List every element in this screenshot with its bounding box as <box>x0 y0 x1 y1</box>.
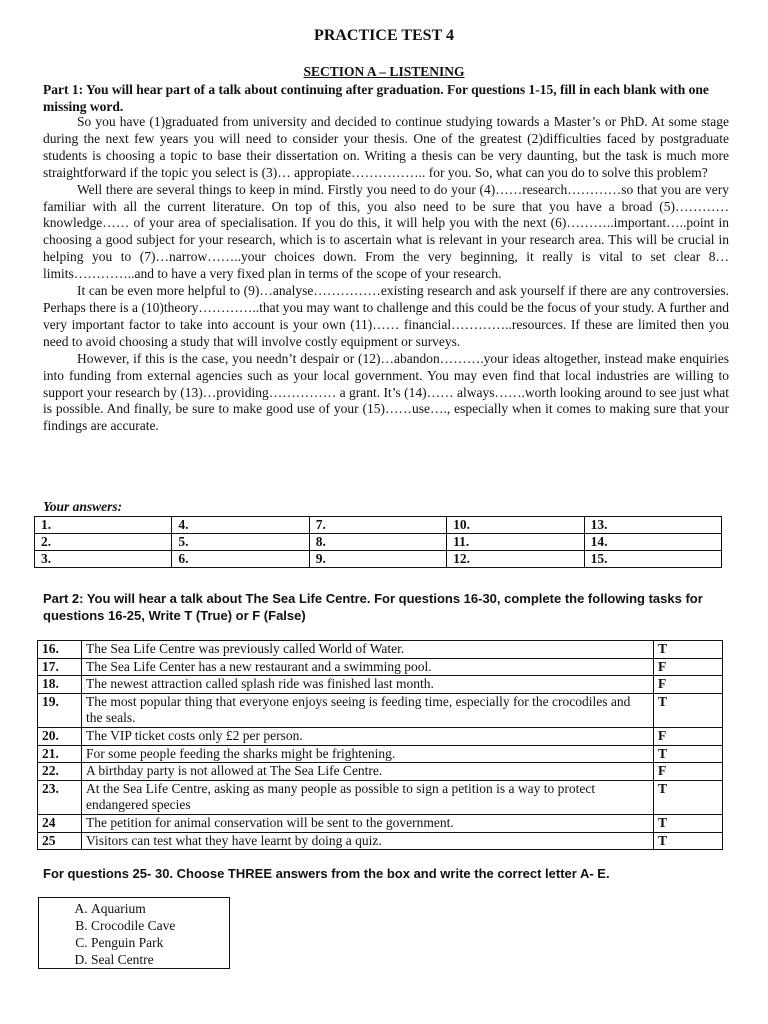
passage-paragraph: However, if this is the case, you needn’t despair or (12)…abandon……….your ideas altogether, instead make enquiries into funding from external agencies such as your local government. You may even find that local industries are willing to support your research by (13)…providing…………… a grant. It’s (14)…… always…….worth looking around to see just what is possible. And finally, be sure to make good use of your (15)……use…., especially when it comes to making sure that your findings are accurate. <box>43 350 729 434</box>
options-box <box>38 897 230 969</box>
table-row <box>38 780 723 814</box>
answer-cell[interactable]: 6. <box>172 551 309 568</box>
question-number: 23. <box>38 780 82 814</box>
question-number: 21. <box>38 745 82 763</box>
option-item: B. Crocodile Cave <box>91 917 229 934</box>
question-number: 19. <box>38 693 82 727</box>
statement-text: The newest attraction called splash ride was finished last month. <box>82 676 654 694</box>
table-row <box>38 641 723 659</box>
true-false-answer[interactable]: T <box>654 832 723 850</box>
answer-cell[interactable]: 13. <box>584 517 721 534</box>
table-row <box>38 832 723 850</box>
answer-cell[interactable]: 2. <box>35 534 172 551</box>
statement-text: The VIP ticket costs only £2 per person. <box>82 727 654 745</box>
table-row <box>38 727 723 745</box>
table-row <box>38 658 723 676</box>
answer-cell[interactable]: 9. <box>309 551 446 568</box>
answer-cell[interactable]: 1. <box>35 517 172 534</box>
true-false-table <box>37 640 723 850</box>
true-false-answer[interactable]: F <box>654 763 723 781</box>
true-false-answer[interactable]: F <box>654 658 723 676</box>
answer-grid-row <box>35 534 722 551</box>
true-false-answer[interactable]: T <box>654 693 723 727</box>
true-false-answer[interactable]: T <box>654 745 723 763</box>
table-row <box>38 693 723 727</box>
statement-text: For some people feeding the sharks might be frightening. <box>82 745 654 763</box>
true-false-answer[interactable]: T <box>654 814 723 832</box>
answer-cell[interactable]: 7. <box>309 517 446 534</box>
true-false-answer[interactable]: F <box>654 727 723 745</box>
question-number: 17. <box>38 658 82 676</box>
page-title: PRACTICE TEST 4 <box>314 27 454 44</box>
question-number: 22. <box>38 763 82 781</box>
option-item: D. Seal Centre <box>91 951 229 968</box>
table-row <box>38 814 723 832</box>
listening-passage <box>43 114 729 435</box>
answer-grid-row <box>35 517 722 534</box>
answer-cell[interactable]: 12. <box>447 551 584 568</box>
questions-25-30-instructions: For questions 25- 30. Choose THREE answers from the box and write the correct letter A- E. <box>43 866 610 881</box>
passage-paragraph: So you have (1)graduated from university and decided to continue studying towards a Master’s or PhD. At some stage during the next few years you will need to consider your thesis. One of the greatest (2)difficulties faced by postgraduate students is choosing a topic to base their dissertation on. Writing a thesis can be very daunting, but the task is much more straightforward if the topic you select is (3)… appropiate…………….. for you. So, what can you do to solve this problem? <box>43 114 729 180</box>
part2-instructions: Part 2: You will hear a talk about The Sea Life Centre. For questions 16-30, complete the following tasks for questions 16-25, Write T (True) or F (False) <box>43 591 703 623</box>
question-number: 18. <box>38 676 82 694</box>
true-false-answer[interactable]: T <box>654 641 723 659</box>
statement-text: A birthday party is not allowed at The Sea Life Centre. <box>82 763 654 781</box>
your-answers-label: Your answers: <box>43 499 123 514</box>
part1-instructions: Part 1: You will hear part of a talk about continuing after graduation. For questions 1-15, fill in each blank with one missing word. <box>43 82 709 114</box>
section-heading: SECTION A – LISTENING <box>303 64 465 79</box>
statement-text: Visitors can test what they have learnt by doing a quiz. <box>82 832 654 850</box>
table-row <box>38 763 723 781</box>
answer-grid-row <box>35 551 722 568</box>
answer-cell[interactable]: 4. <box>172 517 309 534</box>
statement-text: The Sea Life Center has a new restaurant and a swimming pool. <box>82 658 654 676</box>
answer-cell[interactable]: 14. <box>584 534 721 551</box>
statement-text: The Sea Life Centre was previously called World of Water. <box>82 641 654 659</box>
question-number: 16. <box>38 641 82 659</box>
table-row <box>38 676 723 694</box>
true-false-answer[interactable]: F <box>654 676 723 694</box>
answer-cell[interactable]: 15. <box>584 551 721 568</box>
true-false-answer[interactable]: T <box>654 780 723 814</box>
table-row <box>38 745 723 763</box>
answer-cell[interactable]: 5. <box>172 534 309 551</box>
answer-cell[interactable]: 11. <box>447 534 584 551</box>
question-number: 25 <box>38 832 82 850</box>
question-number: 24 <box>38 814 82 832</box>
option-item: A. Aquarium <box>91 900 229 917</box>
statement-text: The most popular thing that everyone enjoys seeing is feeding time, especially for the crocodiles and the seals. <box>82 693 654 727</box>
answer-cell[interactable]: 3. <box>35 551 172 568</box>
answer-cell[interactable]: 8. <box>309 534 446 551</box>
passage-paragraph: It can be even more helpful to (9)…analyse……………existing research and ask yourself if there are any controversies. Perhaps there is a (10)theory…………..that you may want to challenge and this could be the focus of your study. A further and very important factor to take into account is your own (11)…… financial…………..resources. If these are limited then you need to avoid choosing a study that will involve costly equipment or surveys. <box>43 283 729 349</box>
answer-grid <box>34 516 722 568</box>
question-number: 20. <box>38 727 82 745</box>
options-list <box>39 900 229 968</box>
statement-text: The petition for animal conservation will be sent to the government. <box>82 814 654 832</box>
statement-text: At the Sea Life Centre, asking as many people as possible to sign a petition is a way to protect endangered species <box>82 780 654 814</box>
option-item: C. Penguin Park <box>91 934 229 951</box>
answer-cell[interactable]: 10. <box>447 517 584 534</box>
passage-paragraph: Well there are several things to keep in mind. Firstly you need to do your (4)……research…………so that you are very familiar with all the current literature. On top of this, you also need to be sure that you have a broad (5)…………knowledge…… of your area of specialisation. If you do this, it will help you with the next (6)………..important…..point in choosing a good subject for your research, which is to ascertain what is relevant in your research area. This will be crucial in helping you to (7)…narrow……..your choices down. From the very beginning, it really is vital to set clear 8…limits…………..and to have a very fixed plan in terms of the scope of your research. <box>43 181 729 282</box>
